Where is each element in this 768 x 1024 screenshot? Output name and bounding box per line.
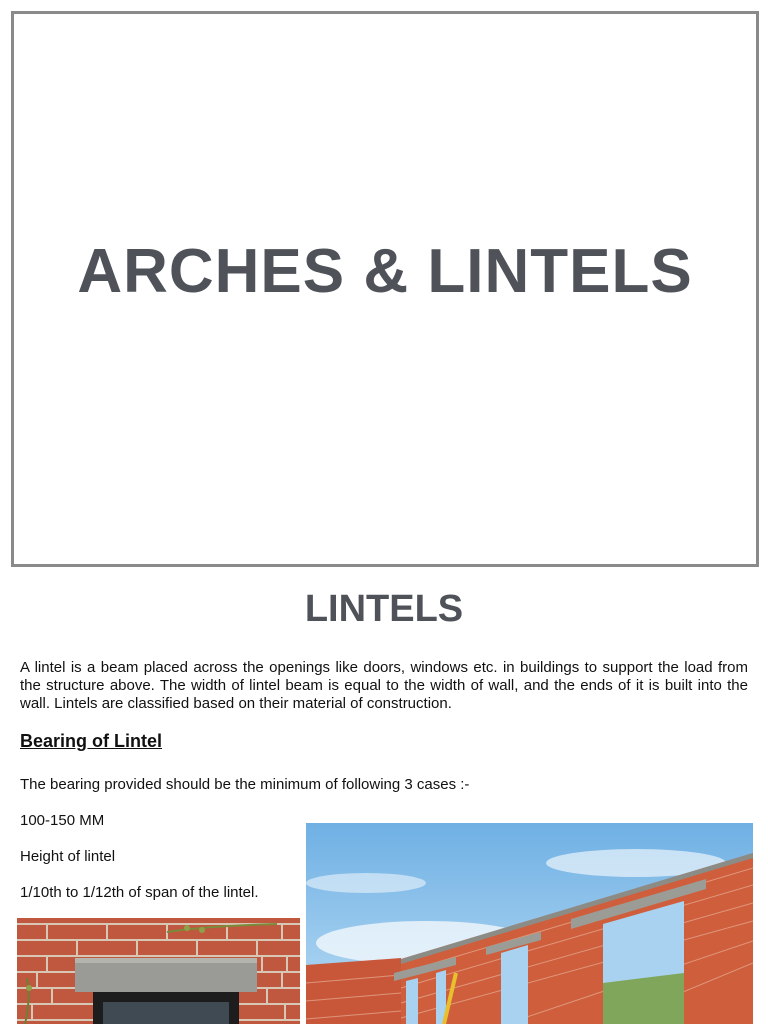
bearing-case-1: 100-150 MM: [20, 812, 105, 829]
bearing-case-3: 1/10th to 1/12th of span of the lintel.: [20, 884, 259, 901]
construction-site-photo: [306, 823, 753, 1024]
bearing-intro-text: The bearing provided should be the minimum of following 3 cases :-: [20, 776, 470, 793]
bearing-case-2: Height of lintel: [20, 848, 116, 865]
intro-paragraph: A lintel is a beam placed across the openings like doors, windows etc. in buildings to support the load from the structure above. The width of lintel beam is equal to the width of wall, and the ends of it is built into the wall. Lintels are classified based on their material of construction.: [20, 659, 748, 712]
bearing-subheading: Bearing of Lintel: [20, 731, 163, 751]
main-title: ARCHES & LINTELS: [77, 237, 693, 306]
section-title: LINTELS: [304, 588, 464, 630]
lintel-closeup-photo: [17, 918, 300, 1024]
title-slide: [11, 11, 759, 567]
